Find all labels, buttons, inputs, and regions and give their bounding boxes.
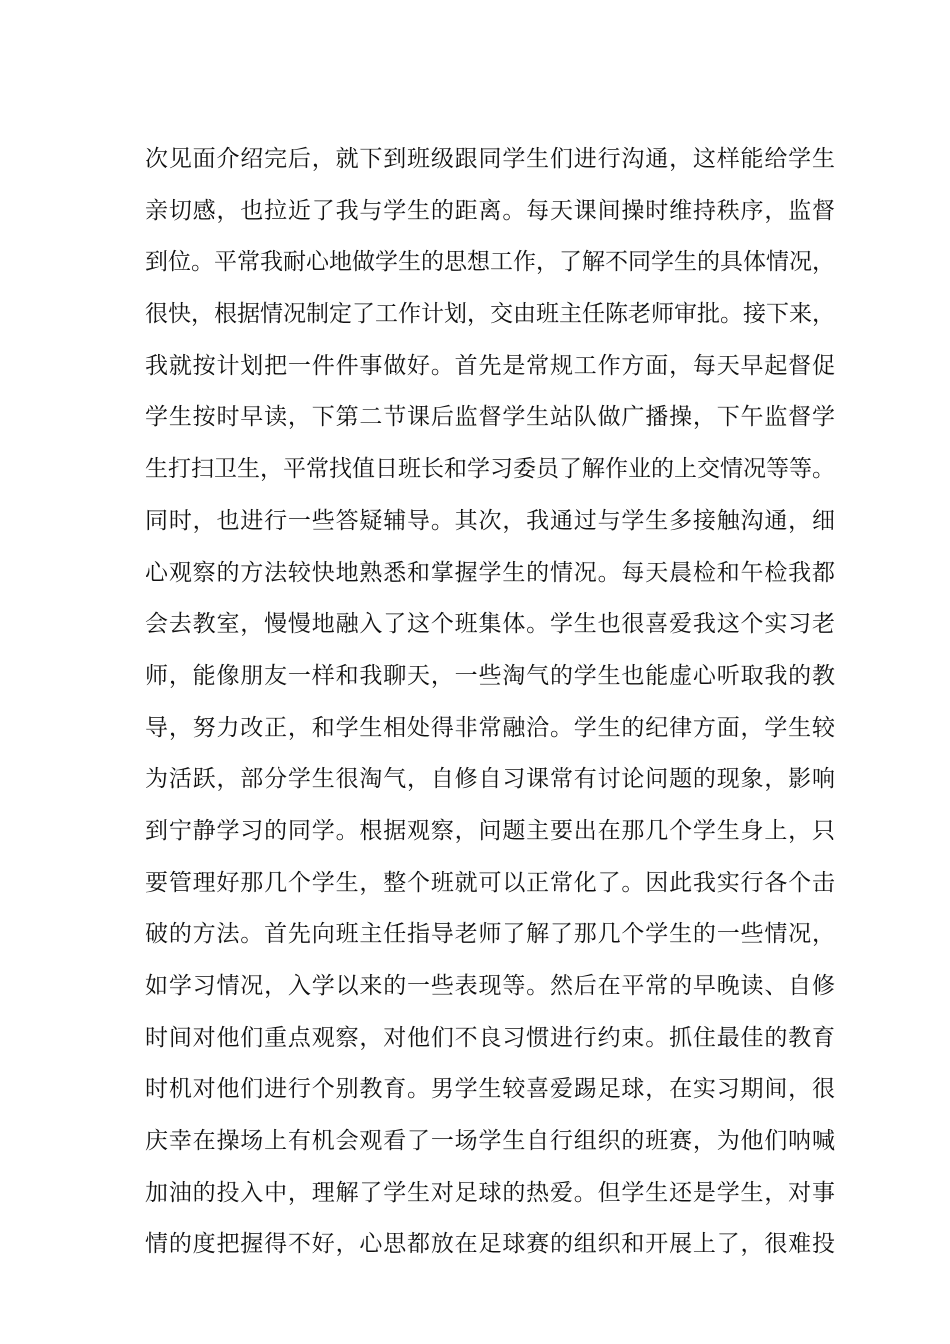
text-line: 同时，也进行一些答疑辅导。其次，我通过与学生多接触沟通，细 [145, 507, 835, 534]
text-line: 到宁静学习的同学。根据观察，问题主要出在那几个学生身上，只 [145, 817, 835, 844]
text-line: 会去教室，慢慢地融入了这个班集体。学生也很喜爱我这个实习老 [145, 611, 835, 638]
text-line: 师，能像朋友一样和我聊天，一些淘气的学生也能虚心听取我的教 [145, 662, 835, 689]
text-line: 我就按计划把一件件事做好。首先是常规工作方面，每天早起督促 [145, 352, 835, 379]
text-line: 次见面介绍完后，就下到班级跟同学生们进行沟通，这样能给学生 [145, 146, 835, 172]
text-line: 导，努力改正，和学生相处得非常融洽。学生的纪律方面，学生较 [145, 714, 835, 741]
body-text [145, 134, 835, 1271]
text-line: 很快，根据情况制定了工作计划，交由班主任陈老师审批。接下来， [145, 301, 835, 328]
text-line: 到位。平常我耐心地做学生的思想工作，了解不同学生的具体情况， [145, 249, 835, 276]
text-line: 时机对他们进行个别教育。男学生较喜爱踢足球，在实习期间，很 [145, 1076, 835, 1103]
text-line: 破的方法。首先向班主任指导老师了解了那几个学生的一些情况， [145, 921, 835, 948]
text-line: 如学习情况，入学以来的一些表现等。然后在平常的早晚读、自修 [145, 973, 835, 999]
text-line: 要管理好那几个学生，整个班就可以正常化了。因此我实行各个击 [145, 869, 835, 896]
text-line: 心观察的方法较快地熟悉和掌握学生的情况。每天晨检和午检我都 [145, 559, 835, 586]
text-line: 亲切感，也拉近了我与学生的距离。每天课间操时维持秩序，监督 [145, 197, 835, 224]
text-line: 庆幸在操场上有机会观看了一场学生自行组织的班赛，为他们呐喊 [145, 1128, 835, 1155]
text-line: 为活跃，部分学生很淘气，自修自习课常有讨论问题的现象，影响 [145, 766, 835, 793]
text-line: 学生按时早读，下第二节课后监督学生站队做广播操，下午监督学 [145, 404, 835, 431]
text-line: 生打扫卫生，平常找值日班长和学习委员了解作业的上交情况等等。 [145, 456, 835, 483]
text-line: 情的度把握得不好，心思都放在足球赛的组织和开展上了，很难投 [145, 1231, 835, 1258]
text-line: 时间对他们重点观察，对他们不良习惯进行约束。抓住最佳的教育 [145, 1024, 835, 1051]
text-line: 加油的投入中，理解了学生对足球的热爱。但学生还是学生，对事 [145, 1179, 835, 1206]
